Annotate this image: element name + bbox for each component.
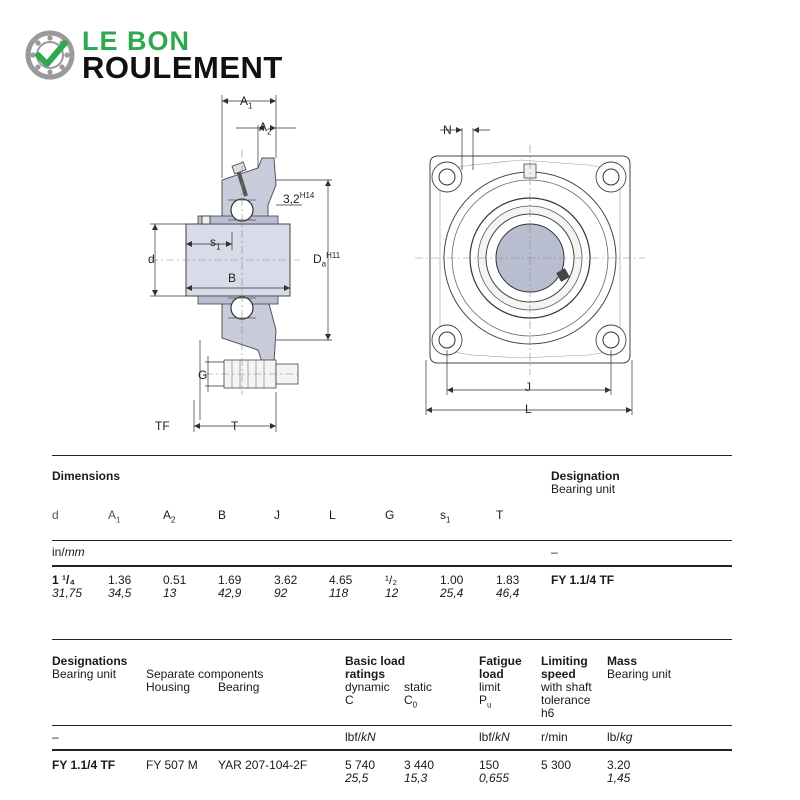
dim-value-a1-in: 1.36 xyxy=(108,573,132,587)
dim-unit-designation: – xyxy=(551,545,558,559)
row-static-lbf: 3 440 xyxy=(404,758,435,772)
mass-heading-2: Bearing unit xyxy=(607,667,672,681)
row-fatigue-lbf: 150 xyxy=(479,758,500,772)
bearing-heading: Bearing xyxy=(218,680,260,694)
dim-col-b: B xyxy=(218,508,227,522)
designations-heading: Designations xyxy=(52,654,128,668)
designations-data-rule xyxy=(52,749,732,751)
label-fit: $3,2^{H14}$ xyxy=(283,191,315,206)
static-heading: static xyxy=(404,680,433,694)
dim-designation-value: FY 1.1/4 TF xyxy=(551,573,615,587)
dim-value-t-in: 1.83 xyxy=(496,573,520,587)
label-t: T xyxy=(231,419,239,433)
dim-value-a2-mm: 13 xyxy=(163,586,177,600)
designation-heading: Designation xyxy=(551,469,620,483)
label-a1: $A_1$ xyxy=(240,94,253,111)
dim-value-j-mm: 92 xyxy=(274,586,288,600)
fatigue-symbol: $P_u$ xyxy=(479,693,492,710)
row-speed: 5 300 xyxy=(541,758,572,772)
speed-heading-2: speed xyxy=(541,667,576,681)
label-s1: $s_1$ xyxy=(210,235,221,252)
label-da: $D_a^{H11}$ xyxy=(313,251,341,269)
unit-speed: r/min xyxy=(541,730,568,744)
dim-value-s1-in: 1.00 xyxy=(440,573,464,587)
dim-col-t: T xyxy=(496,508,504,522)
designations-bearing-unit-heading: Bearing unit xyxy=(52,667,117,681)
row-mass-lb: 3.20 xyxy=(607,758,631,772)
dynamic-heading: dynamic xyxy=(345,680,390,694)
dim-value-b-mm: 42,9 xyxy=(218,586,242,600)
fatigue-heading-3: limit xyxy=(479,680,501,694)
housing-heading: Housing xyxy=(146,680,191,694)
unit-fatigue: lbf/kN xyxy=(479,730,510,744)
brand-line-1: LE BON xyxy=(82,26,191,56)
fatigue-heading: Fatigue xyxy=(479,654,522,668)
designation-subheading: Bearing unit xyxy=(551,482,616,496)
dimensions-unit-rule xyxy=(52,540,732,541)
label-g: G xyxy=(198,368,208,382)
label-d: d xyxy=(148,252,155,266)
row-fatigue-kn: 0,655 xyxy=(479,771,510,785)
dim-col-j: J xyxy=(274,508,280,522)
row-bearing: YAR 207-104-2F xyxy=(218,758,308,772)
dim-col-s1: $s_1$ xyxy=(440,508,451,525)
dim-value-t-mm: 46,4 xyxy=(496,586,520,600)
dim-col-a1: $A_1$ xyxy=(108,508,121,525)
label-b: B xyxy=(228,271,237,285)
unit-mass: lb/kg xyxy=(607,730,633,744)
label-a2: $A_2$ xyxy=(259,120,272,137)
dim-value-j-in: 3.62 xyxy=(274,573,298,587)
row-static-kn: 15,3 xyxy=(404,771,428,785)
designations-top-rule xyxy=(52,639,732,640)
dim-value-a2-in: 0.51 xyxy=(163,573,187,587)
dim-value-b-in: 1.69 xyxy=(218,573,242,587)
dim-value-s1-mm: 25,4 xyxy=(440,586,464,600)
dynamic-symbol: C xyxy=(345,693,354,707)
load-ratings-heading-2: ratings xyxy=(345,667,386,681)
brand-line-2: ROULEMENT xyxy=(82,50,283,85)
dim-unit: in/mm xyxy=(52,545,85,559)
dim-col-d: d xyxy=(52,508,59,522)
fatigue-heading-2: load xyxy=(479,667,504,681)
load-ratings-heading: Basic load xyxy=(345,654,406,668)
label-l: L xyxy=(525,402,532,416)
mass-heading: Mass xyxy=(607,654,638,668)
speed-heading: Limiting xyxy=(541,654,588,668)
static-symbol: $C_0$ xyxy=(404,693,418,710)
dim-value-g-mm: 12 xyxy=(385,586,399,600)
speed-heading-3: with shaft xyxy=(541,680,592,694)
label-j: J xyxy=(525,380,531,394)
dimensions-top-rule xyxy=(52,455,732,456)
dim-value-d-mm: 31,75 xyxy=(52,586,83,600)
speed-heading-4: tolerance xyxy=(541,693,591,707)
label-n: N xyxy=(443,123,452,137)
dim-col-a2: $A_2$ xyxy=(163,508,176,525)
dim-value-a1-mm: 34,5 xyxy=(108,586,132,600)
unit-load: lbf/kN xyxy=(345,730,376,744)
dimensions-heading: Dimensions xyxy=(52,469,121,483)
dimensions-data-rule xyxy=(52,565,732,567)
dim-col-l: L xyxy=(329,508,336,522)
row-housing: FY 507 M xyxy=(146,758,198,772)
dim-value-d-in: 1 ¹/₄ xyxy=(52,573,76,587)
dim-value-l-mm: 118 xyxy=(329,586,349,600)
speed-heading-5: h6 xyxy=(541,706,555,720)
dim-col-g: G xyxy=(385,508,395,522)
dim-value-l-in: 4.65 xyxy=(329,573,353,587)
row-mass-kg: 1,45 xyxy=(607,771,631,785)
row-dynamic-kn: 25,5 xyxy=(345,771,369,785)
designations-unit-rule xyxy=(52,725,732,726)
label-tf: TF xyxy=(155,419,170,433)
unit-dash: – xyxy=(52,730,59,744)
separate-components-heading: Separate components xyxy=(146,667,264,681)
row-bearing-unit: FY 1.1/4 TF xyxy=(52,758,116,772)
dim-value-g-in: ¹/₂ xyxy=(385,573,397,587)
row-dynamic-lbf: 5 740 xyxy=(345,758,376,772)
